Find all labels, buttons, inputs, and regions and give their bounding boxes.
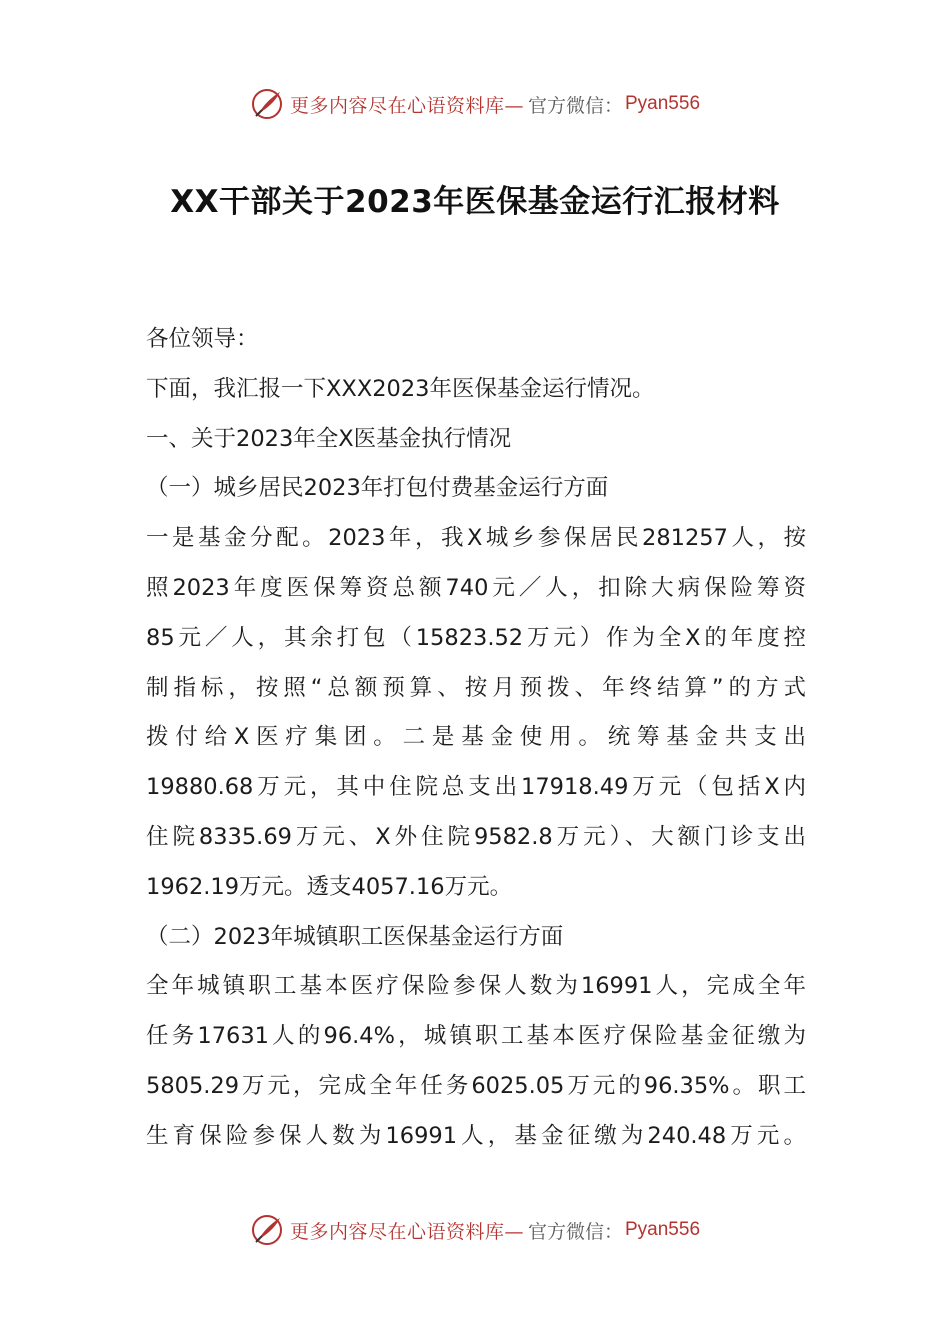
paragraph-line: 85元／人，其余打包（15823.52万元）作为全X的年度控 — [146, 624, 806, 651]
header-watermark-banner — [0, 82, 950, 126]
paragraph-line: 5805.29万元，完成全年任务6025.05万元的96.35%。职工 — [146, 1072, 806, 1099]
paragraph-line: 一是基金分配。2023年，我X城乡参保居民281257人，按 — [146, 525, 806, 552]
intro-line: 下面，我汇报一下XXX2023年医保基金运行情况。 — [146, 375, 655, 402]
paragraph-line: 全年城镇职工基本医疗保险参保人数为16991人，完成全年 — [146, 973, 806, 1000]
paragraph-line: 住院8335.69万元、X外住院9582.8万元）、大额门诊支出 — [146, 823, 806, 850]
feather-pen-logo-icon — [250, 1213, 284, 1247]
paragraph-line: 生育保险参保人数为16991人，基金征缴为240.48万元。 — [146, 1122, 806, 1149]
paragraph-line: 制指标，按照“总额预算、按月预拨、年终结算”的方式 — [146, 674, 806, 701]
paragraph-line: 任务17631人的96.4%，城镇职工基本医疗保险基金征缴为 — [146, 1023, 806, 1050]
paragraph-line: 1962.19万元。透支4057.16万元。 — [146, 873, 513, 900]
paragraph-line: 19880.68万元，其中住院总支出17918.49万元（包括X内 — [146, 774, 806, 801]
footer-watermark-banner — [0, 1208, 950, 1252]
subsection-heading-2: （二）2023年城镇职工医保基金运行方面 — [146, 923, 564, 950]
banner-wechat-id: Pyan556 — [625, 1219, 701, 1240]
banner-text: 更多内容尽在心语资料库— — [289, 94, 524, 117]
feather-pen-logo-icon — [250, 87, 284, 121]
paragraph-line: 拨付给X医疗集团。二是基金使用。统筹基金共支出 — [146, 724, 806, 751]
document-title: XX干部关于2023年医保基金运行汇报材料 — [170, 184, 780, 220]
banner-wechat-label: 官方微信： — [527, 94, 623, 117]
paragraph-line: 照2023年度医保筹资总额740元／人，扣除大病保险筹资 — [146, 574, 806, 601]
subsection-heading-1: （一）城乡居民2023年打包付费基金运行方面 — [146, 475, 609, 502]
banner-wechat-id: Pyan556 — [625, 93, 701, 114]
banner-text: 更多内容尽在心语资料库— — [289, 1220, 524, 1243]
salutation-line: 各位领导： — [146, 326, 259, 352]
document-body — [146, 315, 806, 1162]
section-heading-1: 一、关于2023年全X医基金执行情况 — [146, 425, 512, 452]
banner-wechat-label: 官方微信： — [527, 1220, 623, 1243]
